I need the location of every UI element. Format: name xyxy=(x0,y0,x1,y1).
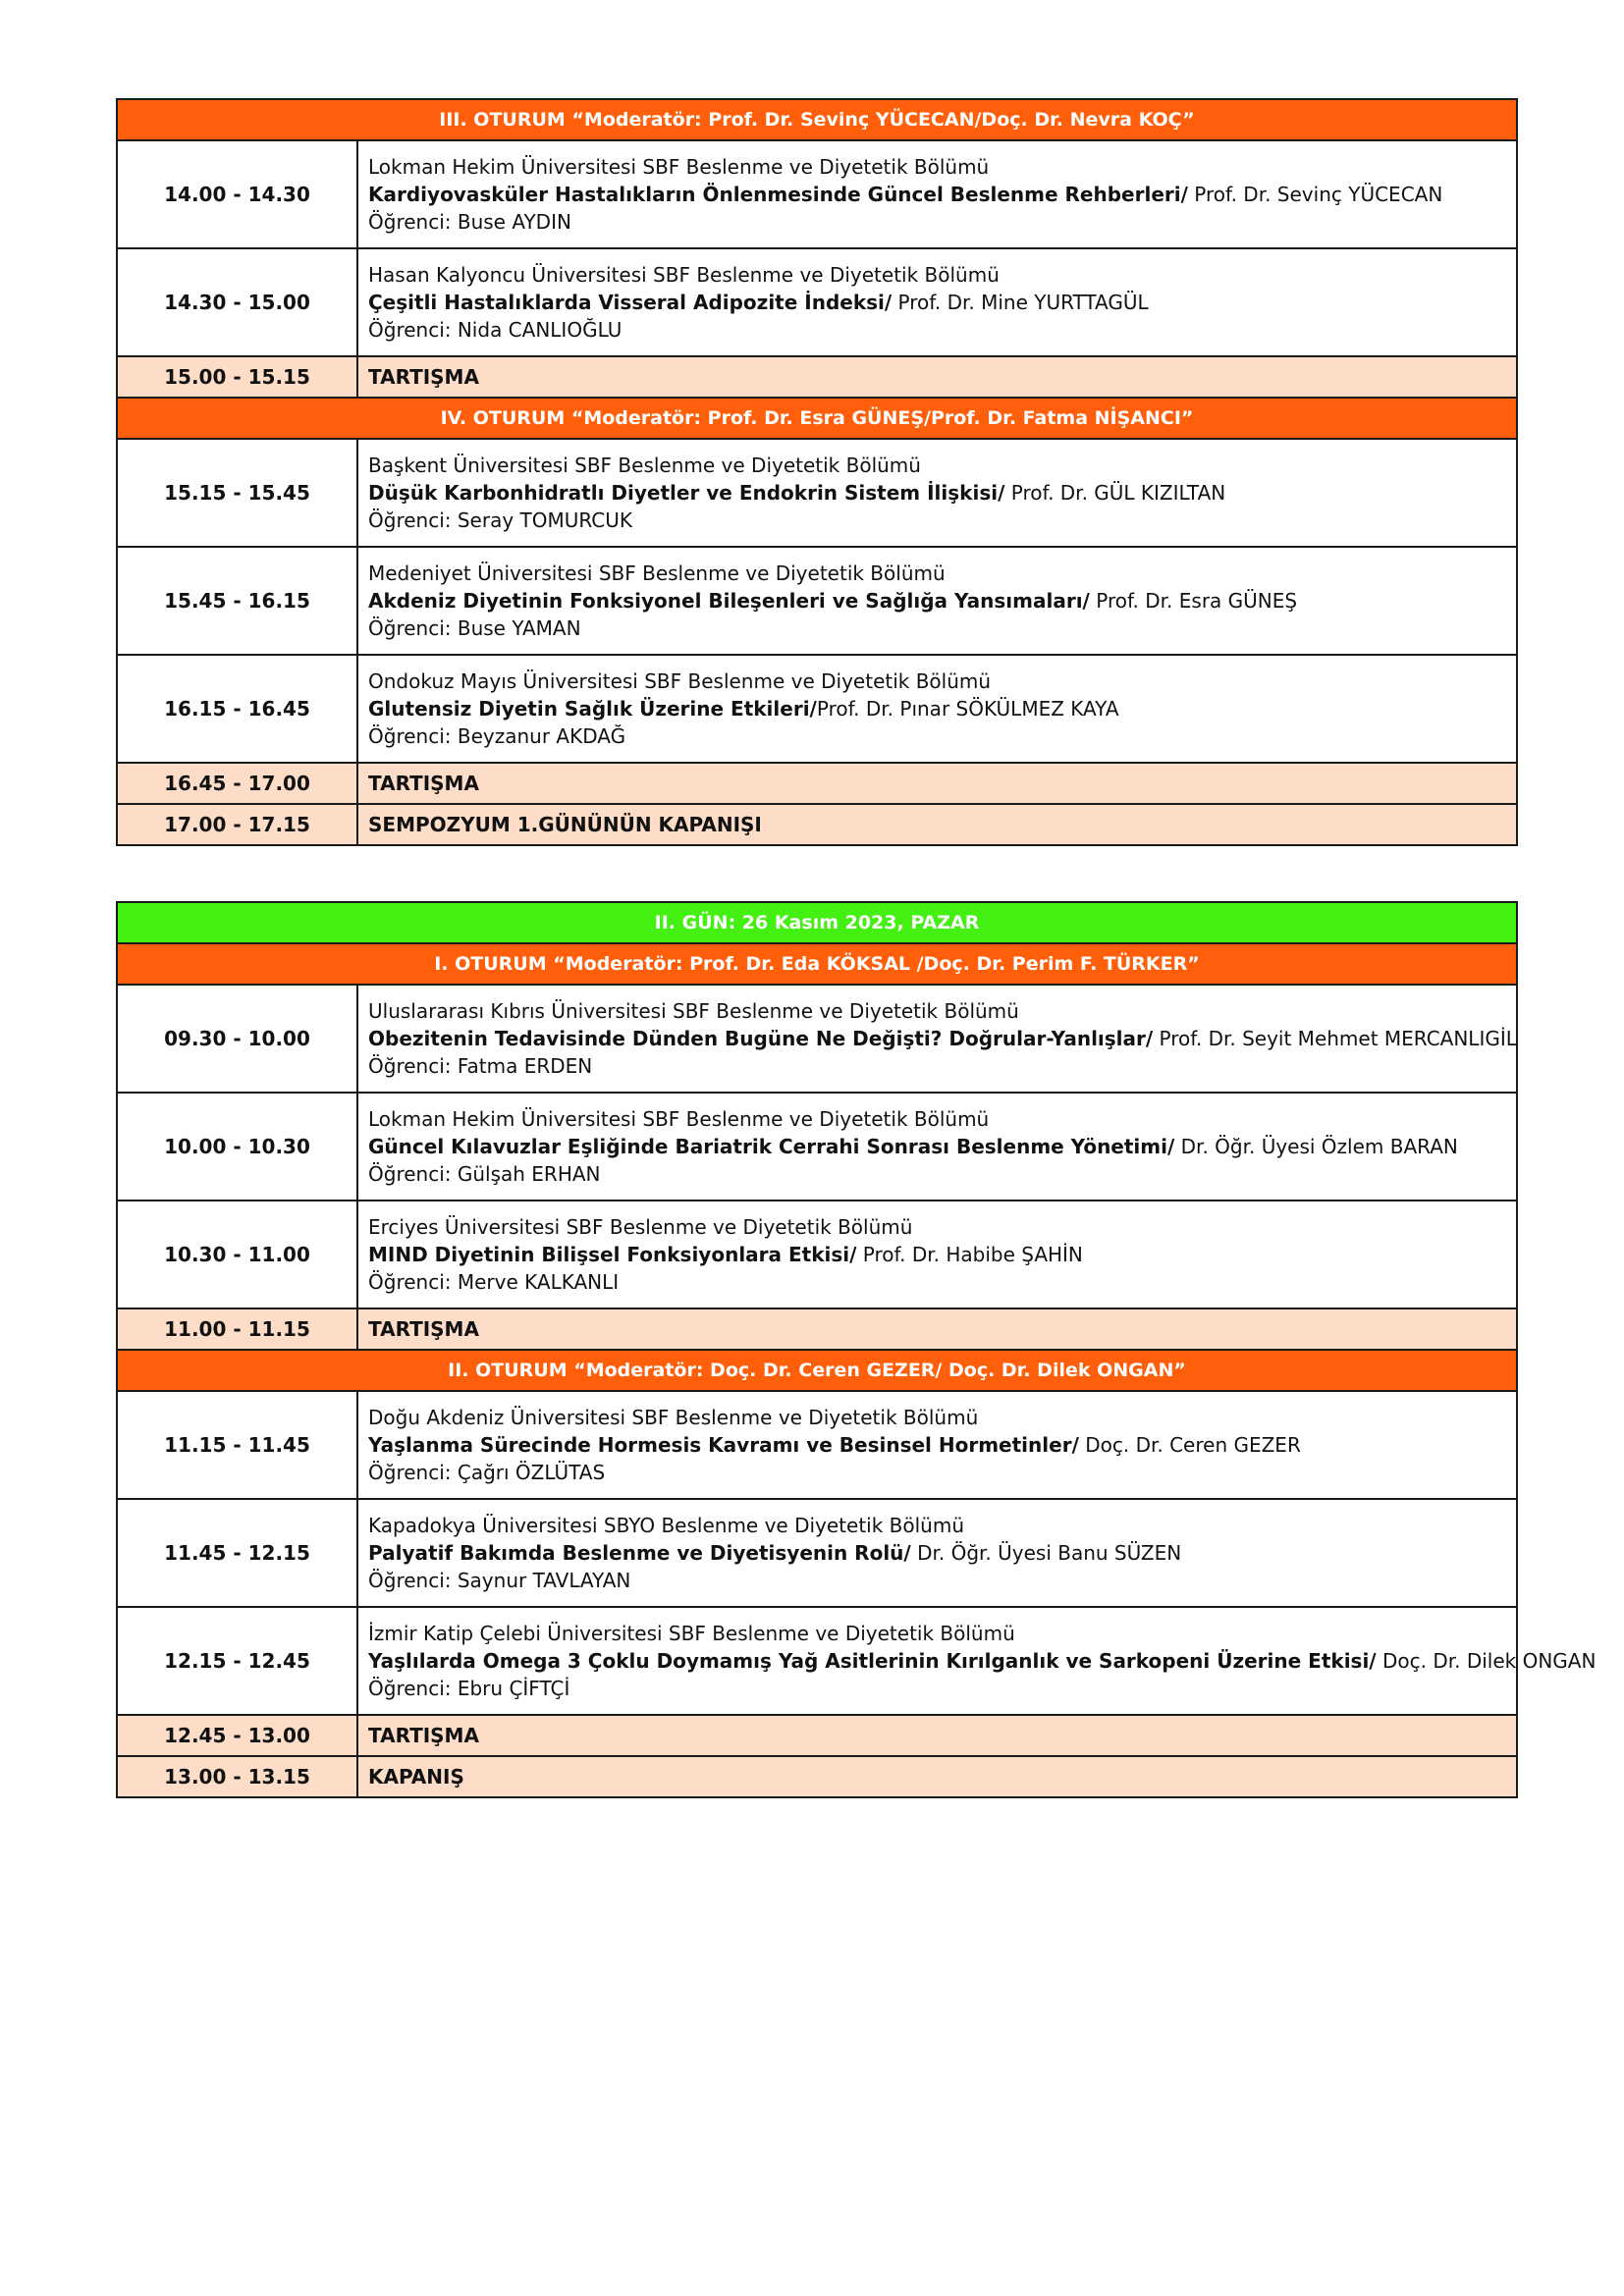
talk-title: Yaşlanma Sürecinde Hormesis Kavramı ve Besinsel Hormetinler/ xyxy=(368,1433,1079,1457)
talk-title: Kardiyovasküler Hastalıkların Önlenmesinde Güncel Beslenme Rehberleri/ xyxy=(368,183,1188,206)
talk-speaker: Prof. Dr. GÜL KIZILTAN xyxy=(1004,481,1226,505)
day-header-row xyxy=(117,902,1517,943)
talk-university: Uluslararası Kıbrıs Üniversitesi SBF Beslenme ve Diyetetik Bölümü xyxy=(368,999,1019,1023)
talk-row xyxy=(117,1499,1517,1607)
talk-title: Yaşlılarda Omega 3 Çoklu Doymamış Yağ Asitlerinin Kırılganlık ve Sarkopeni Üzerine Etkisi/ xyxy=(368,1649,1377,1673)
talk-details xyxy=(357,1499,1517,1607)
discussion-time: 12.45 - 13.00 xyxy=(117,1715,357,1756)
talk-speaker: Prof. Dr. Sevinç YÜCECAN xyxy=(1187,183,1443,206)
session-header-row xyxy=(117,943,1517,985)
talk-details xyxy=(357,439,1517,547)
closing-label: SEMPOZYUM 1.GÜNÜNÜN KAPANIŞI xyxy=(357,804,1517,845)
talk-row xyxy=(117,1391,1517,1499)
talk-student: Öğrenci: Saynur TAVLAYAN xyxy=(368,1569,631,1592)
talk-line xyxy=(368,1539,1506,1567)
talk-time: 14.30 - 15.00 xyxy=(117,248,357,356)
talk-time: 11.45 - 12.15 xyxy=(117,1499,357,1607)
talk-row xyxy=(117,1201,1517,1308)
talk-university: Doğu Akdeniz Üniversitesi SBF Beslenme ve Diyetetik Bölümü xyxy=(368,1406,979,1429)
talk-line xyxy=(368,1133,1506,1160)
talk-line xyxy=(368,1647,1597,1675)
talk-title: MIND Diyetinin Bilişsel Fonksiyonlara Etkisi/ xyxy=(368,1243,857,1266)
talk-details xyxy=(357,1201,1517,1308)
day2-program-table xyxy=(116,901,1597,1798)
talk-speaker: Prof. Dr. Habibe ŞAHİN xyxy=(856,1243,1083,1266)
talk-student: Öğrenci: Buse AYDIN xyxy=(368,210,571,234)
talk-line xyxy=(368,1431,1506,1459)
talk-line xyxy=(368,479,1506,507)
talk-row xyxy=(117,655,1517,763)
discussion-time: 16.45 - 17.00 xyxy=(117,763,357,804)
talk-university: Başkent Üniversitesi SBF Beslenme ve Diyetetik Bölümü xyxy=(368,454,921,477)
session-header-row xyxy=(117,99,1517,140)
discussion-label: TARTIŞMA xyxy=(357,1308,1517,1350)
talk-university: Kapadokya Üniversitesi SBYO Beslenme ve Diyetetik Bölümü xyxy=(368,1514,965,1537)
talk-time: 15.15 - 15.45 xyxy=(117,439,357,547)
talk-details xyxy=(357,1607,1597,1715)
discussion-time: 11.00 - 11.15 xyxy=(117,1308,357,1350)
talk-student: Öğrenci: Fatma ERDEN xyxy=(368,1054,593,1078)
discussion-time: 15.00 - 15.15 xyxy=(117,356,357,398)
talk-details xyxy=(357,655,1517,763)
talk-title: Glutensiz Diyetin Sağlık Üzerine Etkileri/ xyxy=(368,697,817,721)
closing-time: 13.00 - 13.15 xyxy=(117,1756,357,1797)
talk-details xyxy=(357,140,1517,248)
talk-time: 14.00 - 14.30 xyxy=(117,140,357,248)
talk-title: Güncel Kılavuzlar Eşliğinde Bariatrik Cerrahi Sonrası Beslenme Yönetimi/ xyxy=(368,1135,1175,1158)
talk-row xyxy=(117,248,1517,356)
talk-title: Akdeniz Diyetinin Fonksiyonel Bileşenleri ve Sağlığa Yansımaları/ xyxy=(368,589,1090,613)
talk-student: Öğrenci: Beyzanur AKDAĞ xyxy=(368,724,626,748)
discussion-label: TARTIŞMA xyxy=(357,1715,1517,1756)
talk-speaker: Prof. Dr. Esra GÜNEŞ xyxy=(1089,589,1298,613)
talk-student: Öğrenci: Çağrı ÖZLÜTAS xyxy=(368,1461,606,1484)
talk-speaker: Prof. Dr. Pınar SÖKÜLMEZ KAYA xyxy=(816,697,1119,721)
discussion-label: TARTIŞMA xyxy=(357,356,1517,398)
session-header-row xyxy=(117,398,1517,439)
closing-time: 17.00 - 17.15 xyxy=(117,804,357,845)
talk-title: Obezitenin Tedavisinde Dünden Bugüne Ne Değişti? Doğrular-Yanlışlar/ xyxy=(368,1027,1154,1050)
discussion-row xyxy=(117,356,1517,398)
talk-line xyxy=(368,1025,1517,1052)
discussion-row xyxy=(117,1715,1517,1756)
talk-university: Hasan Kalyoncu Üniversitesi SBF Beslenme ve Diyetetik Bölümü xyxy=(368,263,1000,287)
talk-row xyxy=(117,985,1517,1093)
talk-row xyxy=(117,1607,1517,1715)
talk-university: İzmir Katip Çelebi Üniversitesi SBF Beslenme ve Diyetetik Bölümü xyxy=(368,1622,1015,1645)
talk-speaker: Prof. Dr. Seyit Mehmet MERCANLIGİL xyxy=(1153,1027,1517,1050)
talk-time: 16.15 - 16.45 xyxy=(117,655,357,763)
talk-time: 09.30 - 10.00 xyxy=(117,985,357,1093)
talk-university: Lokman Hekim Üniversitesi SBF Beslenme ve Diyetetik Bölümü xyxy=(368,155,990,179)
talk-row xyxy=(117,439,1517,547)
talk-university: Lokman Hekim Üniversitesi SBF Beslenme ve Diyetetik Bölümü xyxy=(368,1107,990,1131)
day-header: II. GÜN: 26 Kasım 2023, PAZAR xyxy=(117,902,1517,943)
talk-university: Ondokuz Mayıs Üniversitesi SBF Beslenme ve Diyetetik Bölümü xyxy=(368,669,992,693)
session-header: IV. OTURUM “Moderatör: Prof. Dr. Esra GÜNEŞ/Prof. Dr. Fatma NİŞANCI” xyxy=(117,398,1517,439)
talk-title: Düşük Karbonhidratlı Diyetler ve Endokrin Sistem İlişkisi/ xyxy=(368,481,1005,505)
talk-student: Öğrenci: Nida CANLIOĞLU xyxy=(368,318,623,342)
talk-time: 12.15 - 12.45 xyxy=(117,1607,357,1715)
talk-details xyxy=(357,1093,1517,1201)
closing-row xyxy=(117,804,1517,845)
talk-time: 10.00 - 10.30 xyxy=(117,1093,357,1201)
day1-program-table xyxy=(116,98,1518,846)
discussion-label: TARTIŞMA xyxy=(357,763,1517,804)
talk-row xyxy=(117,140,1517,248)
closing-label: KAPANIŞ xyxy=(357,1756,1517,1797)
session-header: III. OTURUM “Moderatör: Prof. Dr. Sevinç YÜCECAN/Doç. Dr. Nevra KOÇ” xyxy=(117,99,1517,140)
session-header: I. OTURUM “Moderatör: Prof. Dr. Eda KÖKSAL /Doç. Dr. Perim F. TÜRKER” xyxy=(117,943,1517,985)
talk-title: Palyatif Bakımda Beslenme ve Diyetisyenin Rolü/ xyxy=(368,1541,911,1565)
talk-student: Öğrenci: Ebru ÇİFTÇİ xyxy=(368,1677,570,1700)
talk-line xyxy=(368,289,1506,316)
talk-details xyxy=(357,547,1517,655)
talk-line xyxy=(368,1241,1506,1268)
talk-speaker: Doç. Dr. Dilek ONGAN xyxy=(1376,1649,1597,1673)
talk-row xyxy=(117,1093,1517,1201)
discussion-row xyxy=(117,763,1517,804)
talk-title: Çeşitli Hastalıklarda Visseral Adipozite İndeksi/ xyxy=(368,291,893,314)
talk-details xyxy=(357,985,1517,1093)
talk-student: Öğrenci: Gülşah ERHAN xyxy=(368,1162,601,1186)
talk-time: 11.15 - 11.45 xyxy=(117,1391,357,1499)
talk-line xyxy=(368,587,1506,614)
session-header: II. OTURUM “Moderatör: Doç. Dr. Ceren GEZER/ Doç. Dr. Dilek ONGAN” xyxy=(117,1350,1517,1391)
talk-speaker: Dr. Öğr. Üyesi Özlem BARAN xyxy=(1174,1135,1458,1158)
talk-details xyxy=(357,248,1517,356)
talk-time: 10.30 - 11.00 xyxy=(117,1201,357,1308)
talk-line xyxy=(368,181,1506,208)
talk-line xyxy=(368,695,1506,722)
discussion-row xyxy=(117,1308,1517,1350)
talk-student: Öğrenci: Buse YAMAN xyxy=(368,616,581,640)
talk-university: Medeniyet Üniversitesi SBF Beslenme ve Diyetetik Bölümü xyxy=(368,561,946,585)
talk-details xyxy=(357,1391,1517,1499)
talk-speaker: Doç. Dr. Ceren GEZER xyxy=(1078,1433,1301,1457)
talk-time: 15.45 - 16.15 xyxy=(117,547,357,655)
talk-speaker: Dr. Öğr. Üyesi Banu SÜZEN xyxy=(910,1541,1182,1565)
talk-row xyxy=(117,547,1517,655)
talk-student: Öğrenci: Seray TOMURCUK xyxy=(368,508,632,532)
session-header-row xyxy=(117,1350,1517,1391)
talk-university: Erciyes Üniversitesi SBF Beslenme ve Diyetetik Bölümü xyxy=(368,1215,913,1239)
talk-speaker: Prof. Dr. Mine YURTTAGÜL xyxy=(892,291,1149,314)
talk-student: Öğrenci: Merve KALKANLI xyxy=(368,1270,620,1294)
closing-row xyxy=(117,1756,1517,1797)
